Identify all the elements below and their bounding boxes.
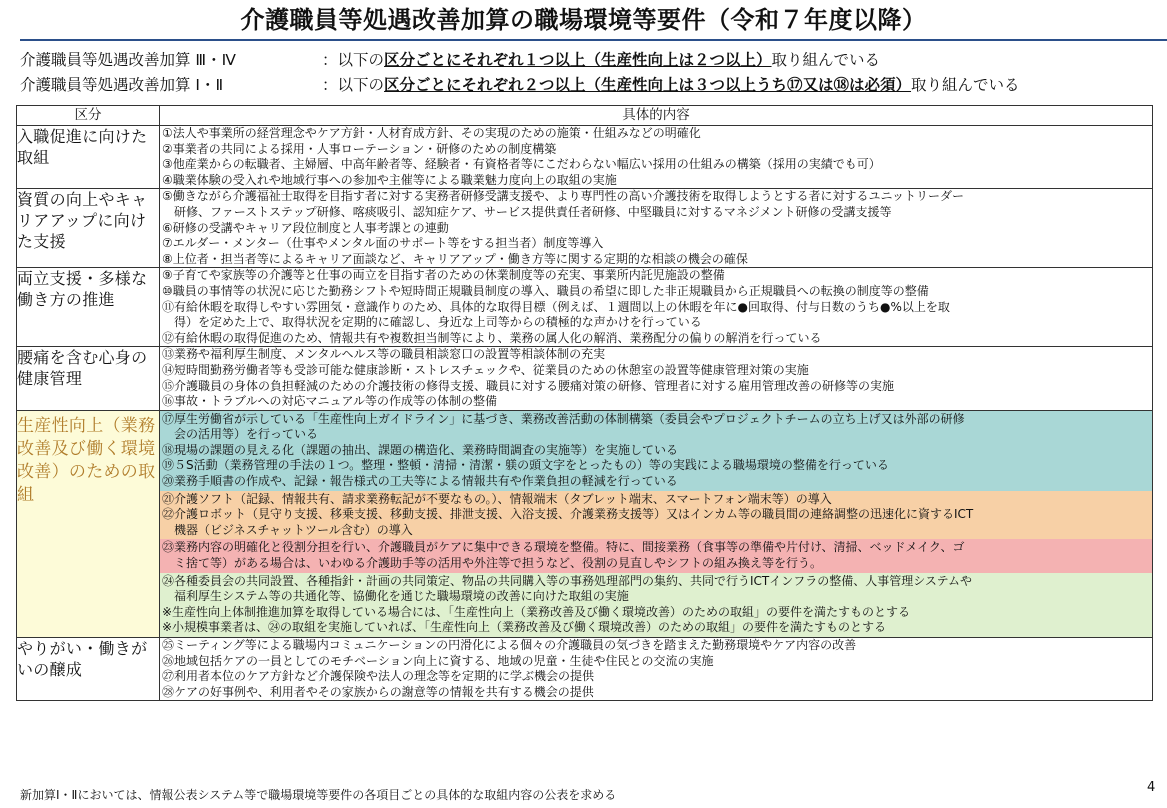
list-item: ③他産業からの転職者、主婦層、中高年齢者等、経験者・有資格者等にこだわらない幅広い採用の仕組みの構築（採用の実績でも可） (162, 157, 881, 172)
title-underline (20, 39, 1167, 41)
category-cell: やりがい・働きがいの醸成 (17, 638, 160, 701)
green-highlight-block (160, 573, 1152, 637)
list-item: 得）を定めた上で、取得状況を定期的に確認し、身近な上司等からの積極的な声かけを行っている (162, 315, 702, 330)
list-item: ⑬業務や福利厚生制度、メンタルヘルス等の職員相談窓口の設置等相談体制の充実 (162, 347, 606, 362)
list-item: ⑧上位者・担当者等によるキャリア面談など、キャリアアップ・働き方等に関する定期的な相談の機会の確保 (162, 251, 748, 266)
list-item: ⑲５S活動（業務管理の手法の１つ。整理・整頓・清掃・清潔・躾の頭文字をとったもの）等の実践による職場環境の整備を行っている (162, 458, 889, 473)
content-cell (160, 189, 1153, 268)
list-item: ⑭短時間勤務労働者等も受診可能な健康診断・ストレスチェックや、従業員のための休憩室の設置等健康管理対策の実施 (162, 362, 809, 377)
table-row (17, 638, 1153, 701)
pink-highlight-block (160, 539, 1152, 572)
list-item: ⑫有給休暇の取得促進のため、情報共有や複数担当制等により、業務の属人化の解消、業務配分の偏りの解消を行っている (162, 330, 822, 345)
category-cell: 資質の向上やキャリアアップに向けた支援 (17, 189, 160, 268)
table-row (17, 347, 1153, 410)
orange-highlight-block (160, 491, 1152, 540)
requirement-name: 介護職員等処遇改善加算 Ⅰ・Ⅱ (20, 76, 224, 94)
content-cell (160, 268, 1153, 347)
list-item: ㉘ケアの好事例や、利用者やその家族からの謝意等の情報を共有する機会の提供 (162, 684, 594, 699)
table-row (17, 189, 1153, 268)
requirement-suffix: 取り組んでいる (911, 76, 1020, 94)
category-cell: 両立支援・多様な働き方の推進 (17, 268, 160, 347)
requirement-emphasis: 区分ごとにそれぞれ２つ以上（生産性向上は３つ以上うち⑰又は⑱は必須） (384, 76, 912, 94)
list-item: ミ捨て等）がある場合は、いわゆる介護助手等の活用や外注等で担うなど、役割の見直しやシフトの組み換え等を行う。 (162, 556, 823, 571)
list-item: ㉔各種委員会の共同設置、各種指針・計画の共同策定、物品の共同購入等の事務処理部門の集約、共同で行うICTインフラの整備、人事管理システムや (162, 573, 973, 588)
table-row (17, 126, 1153, 189)
requirement-prefix: ：以下の (322, 51, 385, 69)
header-content: 具体的内容 (160, 106, 1153, 126)
table-row (17, 268, 1153, 347)
content-cell (160, 347, 1153, 410)
list-item: ⑨子育てや家族等の介護等と仕事の両立を目指す者のための休業制度等の充実、事業所内託児施設の整備 (162, 268, 725, 283)
list-item: ⑳業務手順書の作成や、記録・報告様式の工夫等による情報共有や作業負担の軽減を行っている (162, 474, 678, 489)
list-item: ㉓業務内容の明確化と役割分担を行い、介護職員がケアに集中できる環境を整備。特に、間接業務（食事等の準備や片付け、清掃、ベッドメイク、ゴ (162, 540, 965, 555)
list-item: ②事業者の共同による採用・人事ローテーション・研修のための制度構築 (162, 141, 557, 156)
list-item: ⑩職員の事情等の状況に応じた勤務シフトや短時間正規職員制度の導入、職員の希望に即した非正規職員から正規職員への転換の制度等の整備 (162, 283, 929, 298)
requirement-line-1 (20, 50, 880, 70)
list-item: ①法人や事業所の経営理念やケア方針・人材育成方針、その実現のための施策・仕組みなどの明確化 (162, 126, 701, 140)
list-item: ㉒介護ロボット（見守り支援、移乗支援、移動支援、排泄支援、入浴支援、介護業務支援等）又はインカム等の職員間の連絡調整の迅速化に資するICT (162, 507, 974, 522)
list-item: ⑤働きながら介護福祉士取得を目指す者に対する実務者研修受講支援や、より専門性の高い介護技術を取得しようとする者に対するユニットリーダー (162, 189, 965, 204)
header-category: 区分 (17, 106, 160, 126)
list-item: ⑰厚生労働省が示している「生産性向上ガイドライン」に基づき、業務改善活動の体制構築（委員会やプロジェクトチームの立ち上げ又は外部の研修 (162, 411, 965, 426)
requirement-name: 介護職員等処遇改善加算 Ⅲ・Ⅳ (20, 51, 236, 69)
requirement-line-2 (20, 75, 1020, 95)
list-item: 会の活用等）を行っている (162, 427, 319, 442)
list-item: ㉑介護ソフト（記録、情報共有、請求業務転記が不要なもの。）、情報端末（タブレット端末、スマートフォン端末等）の導入 (162, 491, 832, 506)
category-cell: 生産性向上（業務改善及び働く環境改善）のための取組 (17, 410, 160, 637)
list-item: 機器（ビジネスチャットツール含む）の導入 (162, 522, 413, 537)
list-item: ⑯事故・トラブルへの対応マニュアル等の作成等の体制の整備 (162, 394, 498, 409)
requirement-suffix: 取り組んでいる (771, 51, 881, 69)
list-item: ㉗利用者本位のケア方針など介護保険や法人の理念等を定期的に学ぶ機会の提供 (162, 669, 595, 684)
list-item: ⑱現場の課題の見える化（課題の抽出、課題の構造化、業務時間調査の実施等）を実施している (162, 442, 679, 457)
page-number: 4 (1147, 780, 1156, 795)
list-item: ⑦エルダー・メンター（仕事やメンタル面のサポート等をする担当者）制度等導入 (162, 236, 604, 251)
table-row (17, 410, 1153, 637)
list-item: ④職業体験の受入れや地域行事への参加や主催等による職業魅力度向上の取組の実施 (162, 172, 617, 187)
list-item: ※生産性向上体制推進加算を取得している場合には、「生産性向上（業務改善及び働く環境改善）のための取組」の要件を満たすものとする (162, 604, 911, 619)
list-item: ⑪有給休暇を取得しやすい雰囲気・意識作りのため、具体的な取得目標（例えば、１週間以上の休暇を年に●回取得、付与日数のうち●%以上を取 (162, 299, 950, 314)
page-title: 介護職員等処遇改善加算の職場環境等要件（令和７年度以降） (240, 6, 927, 34)
requirement-prefix: ：以下の (322, 76, 385, 94)
footnote: 新加算Ⅰ・Ⅱにおいては、情報公表システム等で職場環境等要件の各項目ごとの具体的な取組内容の公表を求める (20, 788, 617, 802)
content-cell (160, 410, 1153, 637)
list-item: ※小規模事業者は、㉔の取組を実施していれば、「生産性向上（業務改善及び働く環境改善）のための取組」の要件を満たすものとする (162, 620, 887, 635)
content-cell (160, 126, 1153, 189)
list-item: 研修、ファーストステップ研修、喀痰吸引、認知症ケア、サービス提供責任者研修、中堅職員に対するマネジメント研修の受講支援等 (162, 204, 892, 219)
teal-highlight-block (160, 411, 1152, 491)
list-item: 福利厚生システム等の共通化等、協働化を通じた職場環境の改善に向けた取組の実施 (162, 589, 629, 604)
table-body (17, 126, 1153, 701)
list-item: ㉕ミーティング等による職場内コミュニケーションの円滑化による個々の介護職員の気づきを踏まえた勤務環境やケア内容の改善 (162, 638, 857, 652)
list-item: ⑮介護職員の身体の負担軽減のための介護技術の修得支援、職員に対する腰痛対策の研修、管理者に対する雇用管理改善の研修等の実施 (162, 378, 895, 393)
list-item: ㉖地域包括ケアの一員としてのモチベーション向上に資する、地域の児童・生徒や住民との交流の実施 (162, 653, 714, 668)
list-item: ⑥研修の受講やキャリア段位制度と人事考課との連動 (162, 220, 449, 235)
requirement-emphasis: 区分ごとにそれぞれ１つ以上（生産性向上は２つ以上） (384, 51, 772, 69)
requirements-table (16, 105, 1153, 701)
category-cell: 腰痛を含む心身の健康管理 (17, 347, 160, 410)
category-cell: 入職促進に向けた取組 (17, 126, 160, 189)
content-cell (160, 638, 1153, 701)
